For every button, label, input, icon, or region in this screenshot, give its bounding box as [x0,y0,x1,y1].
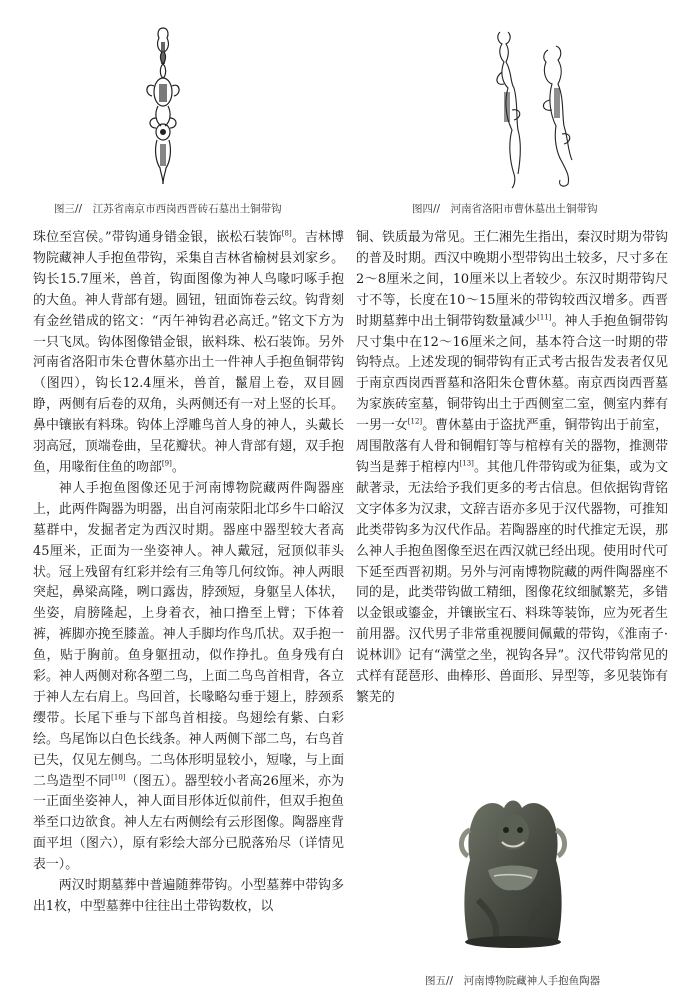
pottery-stand-photo [448,790,578,958]
footnote-ref-13: [13] [459,459,474,468]
paragraph-left-1: 珠位至宫侯。”带钩通身错金银，嵌松石装饰[8]。吉林博物院藏神人手抱鱼带钩，采集自吉林省榆树县刘家乡。钩长15.7厘米，兽首，钩面图像为神人鸟喙叼啄手抱的大鱼。神人背部有翅。圆钮，钮面饰卷云纹。钩背刻有金丝错成的铭文：“丙午神钩君必高迁。”铭文下方为一只飞凤。钩体图像错金银，嵌料珠、松石装饰。另外河南省洛阳市朱仓曹休墓亦出土一件神人手抱鱼铜带钩（图四），钩长12.4厘米，兽首，鬣眉上卷，双目圆睁，两侧有后卷的双角，头两侧还有一对上竖的长耳。鼻中镶嵌有料珠。钩体上浮雕鸟首人身的神人，头戴长羽高冠，顶端卷曲，呈花瓣状。神人背部有翅，双手抱鱼，用喙衔住鱼的吻部[9]。 [33,229,345,475]
footnote-ref-10: [10] [111,773,126,782]
belt-hook-drawing [128,22,198,192]
right-text-column [356,228,668,709]
belt-hook-pair-drawing [478,22,588,192]
paragraph-right-1: 铜、铁质最为常见。王仁湘先生指出，秦汉时期为带钩的普及时期。西汉中晚期小型带钩出土较多，尺寸多在2～8厘米之间，10厘米以上者较少。东汉时期带钩尺寸不等，长度在10～15厘米的带钩较西汉增多。西晋时期墓葬中出土铜带钩数量减少[11]。神人手抱鱼铜带钩尺寸集中在12～16厘米之间，基本符合这一时期的带钩特点。上述发现的铜带钩有正式考古报告发表者仅见于南京西岗西晋墓和洛阳朱仓曹休墓。南京西岗西晋墓为家族砖室墓，铜带钩出土于西侧室二室，侧室内葬有一男一女[12]。曹休墓由于盗扰严重，铜带钩出于前室，周围散落有人骨和铜帽钉等与棺椁有关的器物，推测带钩当是葬于棺椁内[13]。其他几件带钩或为征集，或为文献著录，无法给予我们更多的考古信息。但依据钩背铭文字体多为汉隶，文辞吉语亦多见于汉代器物，可推知此类带钩多为汉代作品。若陶器座的时代推定无误，那么神人手抱鱼图像至迟在西汉就已经出现。使用时代可下延至西晋初期。另外与河南博物院藏的两件陶器座不同的是，此类带钩做工精细，图像花纹细腻繁芜，多错以金银或鎏金，并镶嵌宝石、料珠等装饰，应为死者生前用器。汉代男子非常重视腰间佩戴的带钩，《淮南子·说林训》记有“满堂之坐，视钩各异”。汉代带钩常见的式样有琵琶形、曲棒形、兽面形、异型等，多见装饰有繁芜的 [356,230,669,705]
footnote-ref-9: [9] [161,459,172,468]
footnote-ref-8: [8] [281,229,292,238]
figure-4-caption: 图四// 河南省洛阳市曹休墓出土铜带钩 [412,203,598,215]
paragraph-left-3: 两汉时期墓葬中普遍随葬带钩。小型墓葬中带钩多出1枚，中型墓葬中往往出土带钩数枚，以 [33,878,344,914]
footnote-ref-11: [11] [537,313,552,322]
figure-5-image [448,790,578,958]
figure-4-image [478,22,588,192]
figure-3-caption: 图三// 江苏省南京市西岗西晋砖石墓出土铜带钩 [54,203,282,215]
footnote-ref-12: [12] [407,417,423,426]
paragraph-left-2: 神人手抱鱼图像还见于河南博物院藏两件陶器座上，此两件陶器为明器，出自河南荥阳北邙乡牛口峪汉墓群中，发掘者定为西汉时期。器座中器型较大者高45厘米，正面为一坐姿神人。神人戴冠，冠顶似菲头状。冠上残留有红彩并绘有三角等几何纹饰。神人两眼突起，鼻梁高隆，咧口露齿，脖颈短，身躯呈人体状，坐姿，肩膀隆起，上身着衣，袖口撸至上臂；下体着裤，裤脚亦挽至膝盖。神人手脚均作鸟爪状。双手抱一鱼，贴于胸前。鱼身躯扭动，似作挣扎。鱼身残有白彩。神人两侧对称各塑二鸟，上面二鸟鸟首相背，各立于神人左右肩上。鸟回首，长喙略勾垂于翅上，脖颈系缨带。长尾下垂与下部鸟首相接。鸟翅绘有紫、白彩绘。鸟尾饰以白色长线条。神人两侧下部二鸟，右鸟首已失，仅见左侧鸟。二鸟体形明显较小，短喙，与上面二鸟造型不同[10]（图五）。器型较小者高26厘米，亦为一正面坐姿神人，神人面目形体近似前件，但双手抱鱼举至口边欲食。神人左右两侧绘有云形图像。陶器座背面平坦（图六），原有彩绘大部分已脱落殆尽（详情见表一）。 [33,480,345,873]
left-text-column [33,228,344,918]
figure-5-caption: 图五// 河南博物院藏神人手抱鱼陶器 [425,975,601,987]
figure-3-image [128,22,198,192]
